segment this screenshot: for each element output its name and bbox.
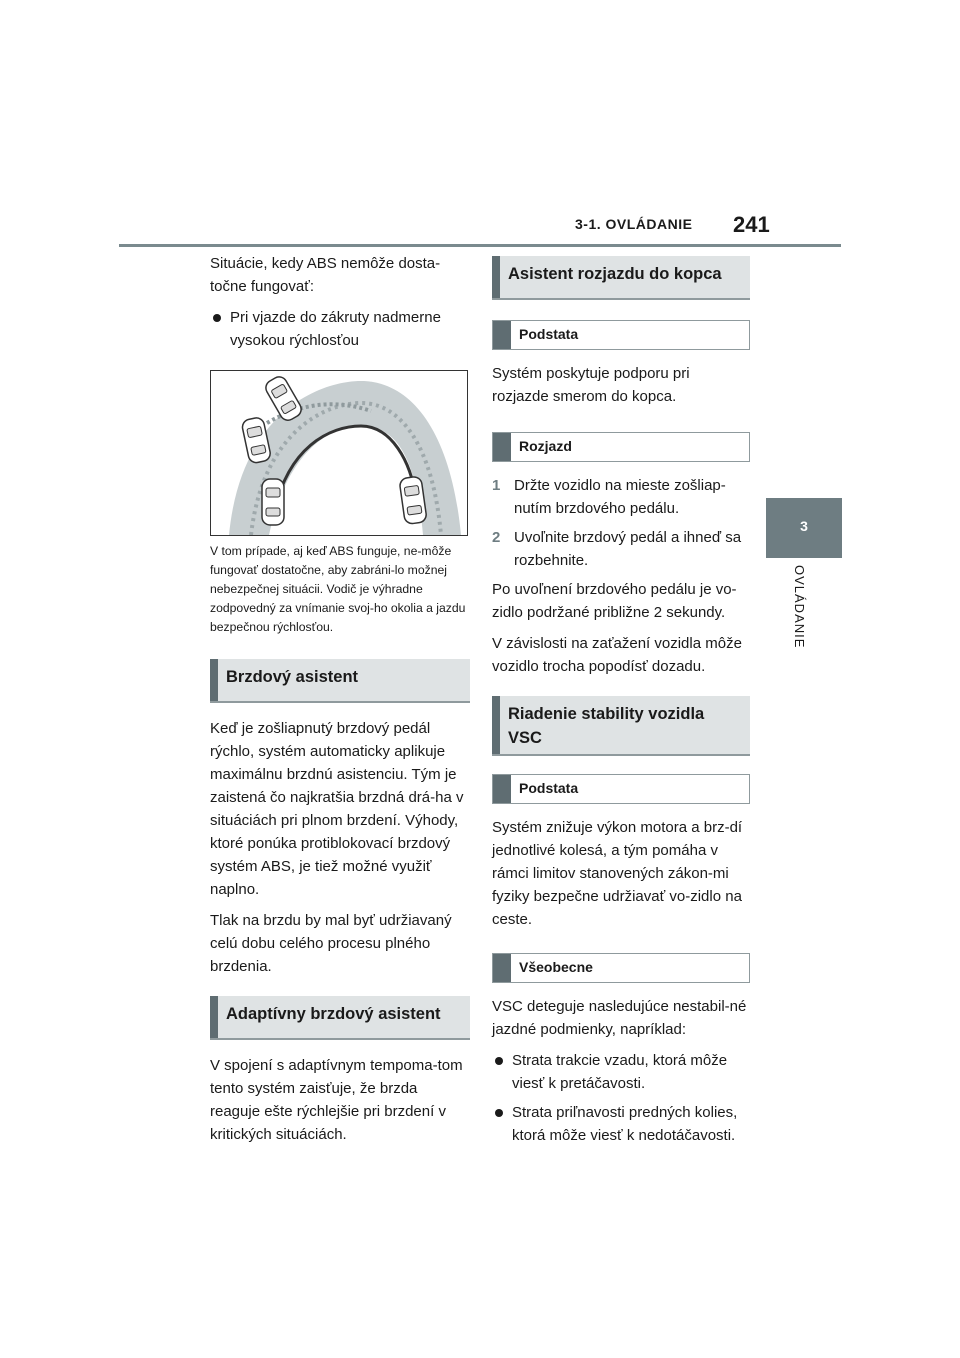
adaptive-brake-text: V spojení s adaptívnym tempoma-tom tento systém zaisťuje, že brzda reaguje ešte rýchlejšie pri brzdení v kritických situáciách. xyxy=(210,1057,463,1143)
section-heading-vsc xyxy=(492,696,750,756)
section-heading-text: Brzdový asistent xyxy=(226,668,359,686)
subheading-bar xyxy=(493,954,511,982)
section-heading-hill-start xyxy=(492,256,750,300)
bullet-icon xyxy=(495,1057,503,1065)
section-heading-text: Asistent rozjazdu do kopca xyxy=(508,265,722,283)
curve-road-icon xyxy=(211,371,467,535)
list-item xyxy=(492,1049,750,1095)
heading-bar xyxy=(210,996,218,1038)
chapter-title: 3-1. OVLÁDANIE xyxy=(575,216,693,232)
vsc-text: Systém znižuje výkon motora a brz-dí jednotlivé kolesá, a tým pomáha v rámci limitov stanovených zákon-mi fyziky bezpečne udržiavať vo-zidlo na ceste. xyxy=(492,819,743,928)
step-number: 2 xyxy=(492,529,501,546)
section-heading-adaptive-brake xyxy=(210,996,470,1040)
heading-bar xyxy=(492,696,500,754)
list-item-text: Držte vozidlo na mieste zošliap-nutím brzdového pedálu. xyxy=(514,477,726,517)
hill-start-text: Systém poskytuje podporu pri rozjazde smerom do kopca. xyxy=(492,365,690,405)
hill-start-text-2: Po uvoľnení brzdového pedálu je vo-zidlo podržané približne 2 sekundy. xyxy=(492,581,737,621)
left-column xyxy=(210,252,470,1154)
subheading-bar xyxy=(493,775,511,803)
page-header xyxy=(0,0,960,250)
heading-bar xyxy=(210,659,218,701)
chapter-side-label: OVLÁDANIE xyxy=(792,565,807,649)
subheading-basis-2 xyxy=(492,774,750,804)
list-item xyxy=(210,306,470,352)
subheading-text: Podstata xyxy=(519,326,579,342)
list-item-text: Pri vjazde do zákruty nadmerne vysokou rýchlosťou xyxy=(230,309,441,349)
list-item-text: Uvoľnite brzdový pedál a ihneď sa rozbehnite. xyxy=(514,529,742,569)
subheading-text: Rozjazd xyxy=(519,438,572,454)
list-item xyxy=(492,526,750,572)
header-rule xyxy=(119,244,841,247)
figure-caption: V tom prípade, aj keď ABS funguje, ne-môže fungovať dostatočne, aby zabráni-lo možnej nebezpečnej situácii. Vodič je výhradne zodpovedný za vnímanie svoj-ho okolia a jazdu bezpečnou rýchlosťou. xyxy=(210,544,466,634)
brake-assist-text: Keď je zošliapnutý brzdový pedál rýchlo, systém automaticky aplikuje maximálnu brzdnú asistenciu. Tým je zaistená čo najkratšia brzdná drá-ha v situáciách pri plnom brzdení. Výhody, ktoré ponúka protiblokovací brzdový systém ABS, je tiež možné využiť naplno. xyxy=(210,720,464,898)
subheading-bar xyxy=(493,321,511,349)
step-number: 1 xyxy=(492,477,501,494)
section-heading-text: Adaptívny brzdový asistent xyxy=(226,1005,441,1023)
subheading-start xyxy=(492,432,750,462)
list-item xyxy=(492,474,750,520)
curve-illustration xyxy=(210,370,468,536)
bullet-icon xyxy=(213,314,221,322)
vsc-text-2: VSC deteguje nasledujúce nestabil-né jazdné podmienky, napríklad: xyxy=(492,998,747,1038)
subheading-text: Všeobecne xyxy=(519,959,593,975)
bullet-icon xyxy=(495,1109,503,1117)
subheading-general xyxy=(492,953,750,983)
right-column xyxy=(492,252,750,1153)
hill-start-text-3: V závislosti na zaťažení vozidla môže vozidlo trocha popodísť dozadu. xyxy=(492,635,742,675)
chapter-tab-number: 3 xyxy=(800,518,808,534)
chapter-tab xyxy=(766,498,842,558)
heading-bar xyxy=(492,256,500,298)
subheading-text: Podstata xyxy=(519,780,579,796)
brake-assist-text-2: Tlak na brzdu by mal byť udržiavaný celú dobu celého procesu plného brzdenia. xyxy=(210,912,452,975)
list-item-text: Strata trakcie vzadu, ktorá môže viesť k pretáčavosti. xyxy=(512,1052,728,1092)
section-heading-brake-assist xyxy=(210,659,470,703)
section-heading-text: Riadenie stability vozidla VSC xyxy=(508,705,705,747)
subheading-basis xyxy=(492,320,750,350)
abs-intro-text: Situácie, kedy ABS nemôže dosta-točne fungovať: xyxy=(210,255,441,295)
list-item-text: Strata priľnavosti predných kolies, ktorá môže viesť k nedotáčavosti. xyxy=(512,1104,738,1144)
list-item xyxy=(492,1101,750,1147)
subheading-bar xyxy=(493,433,511,461)
page-number: 241 xyxy=(733,212,770,237)
